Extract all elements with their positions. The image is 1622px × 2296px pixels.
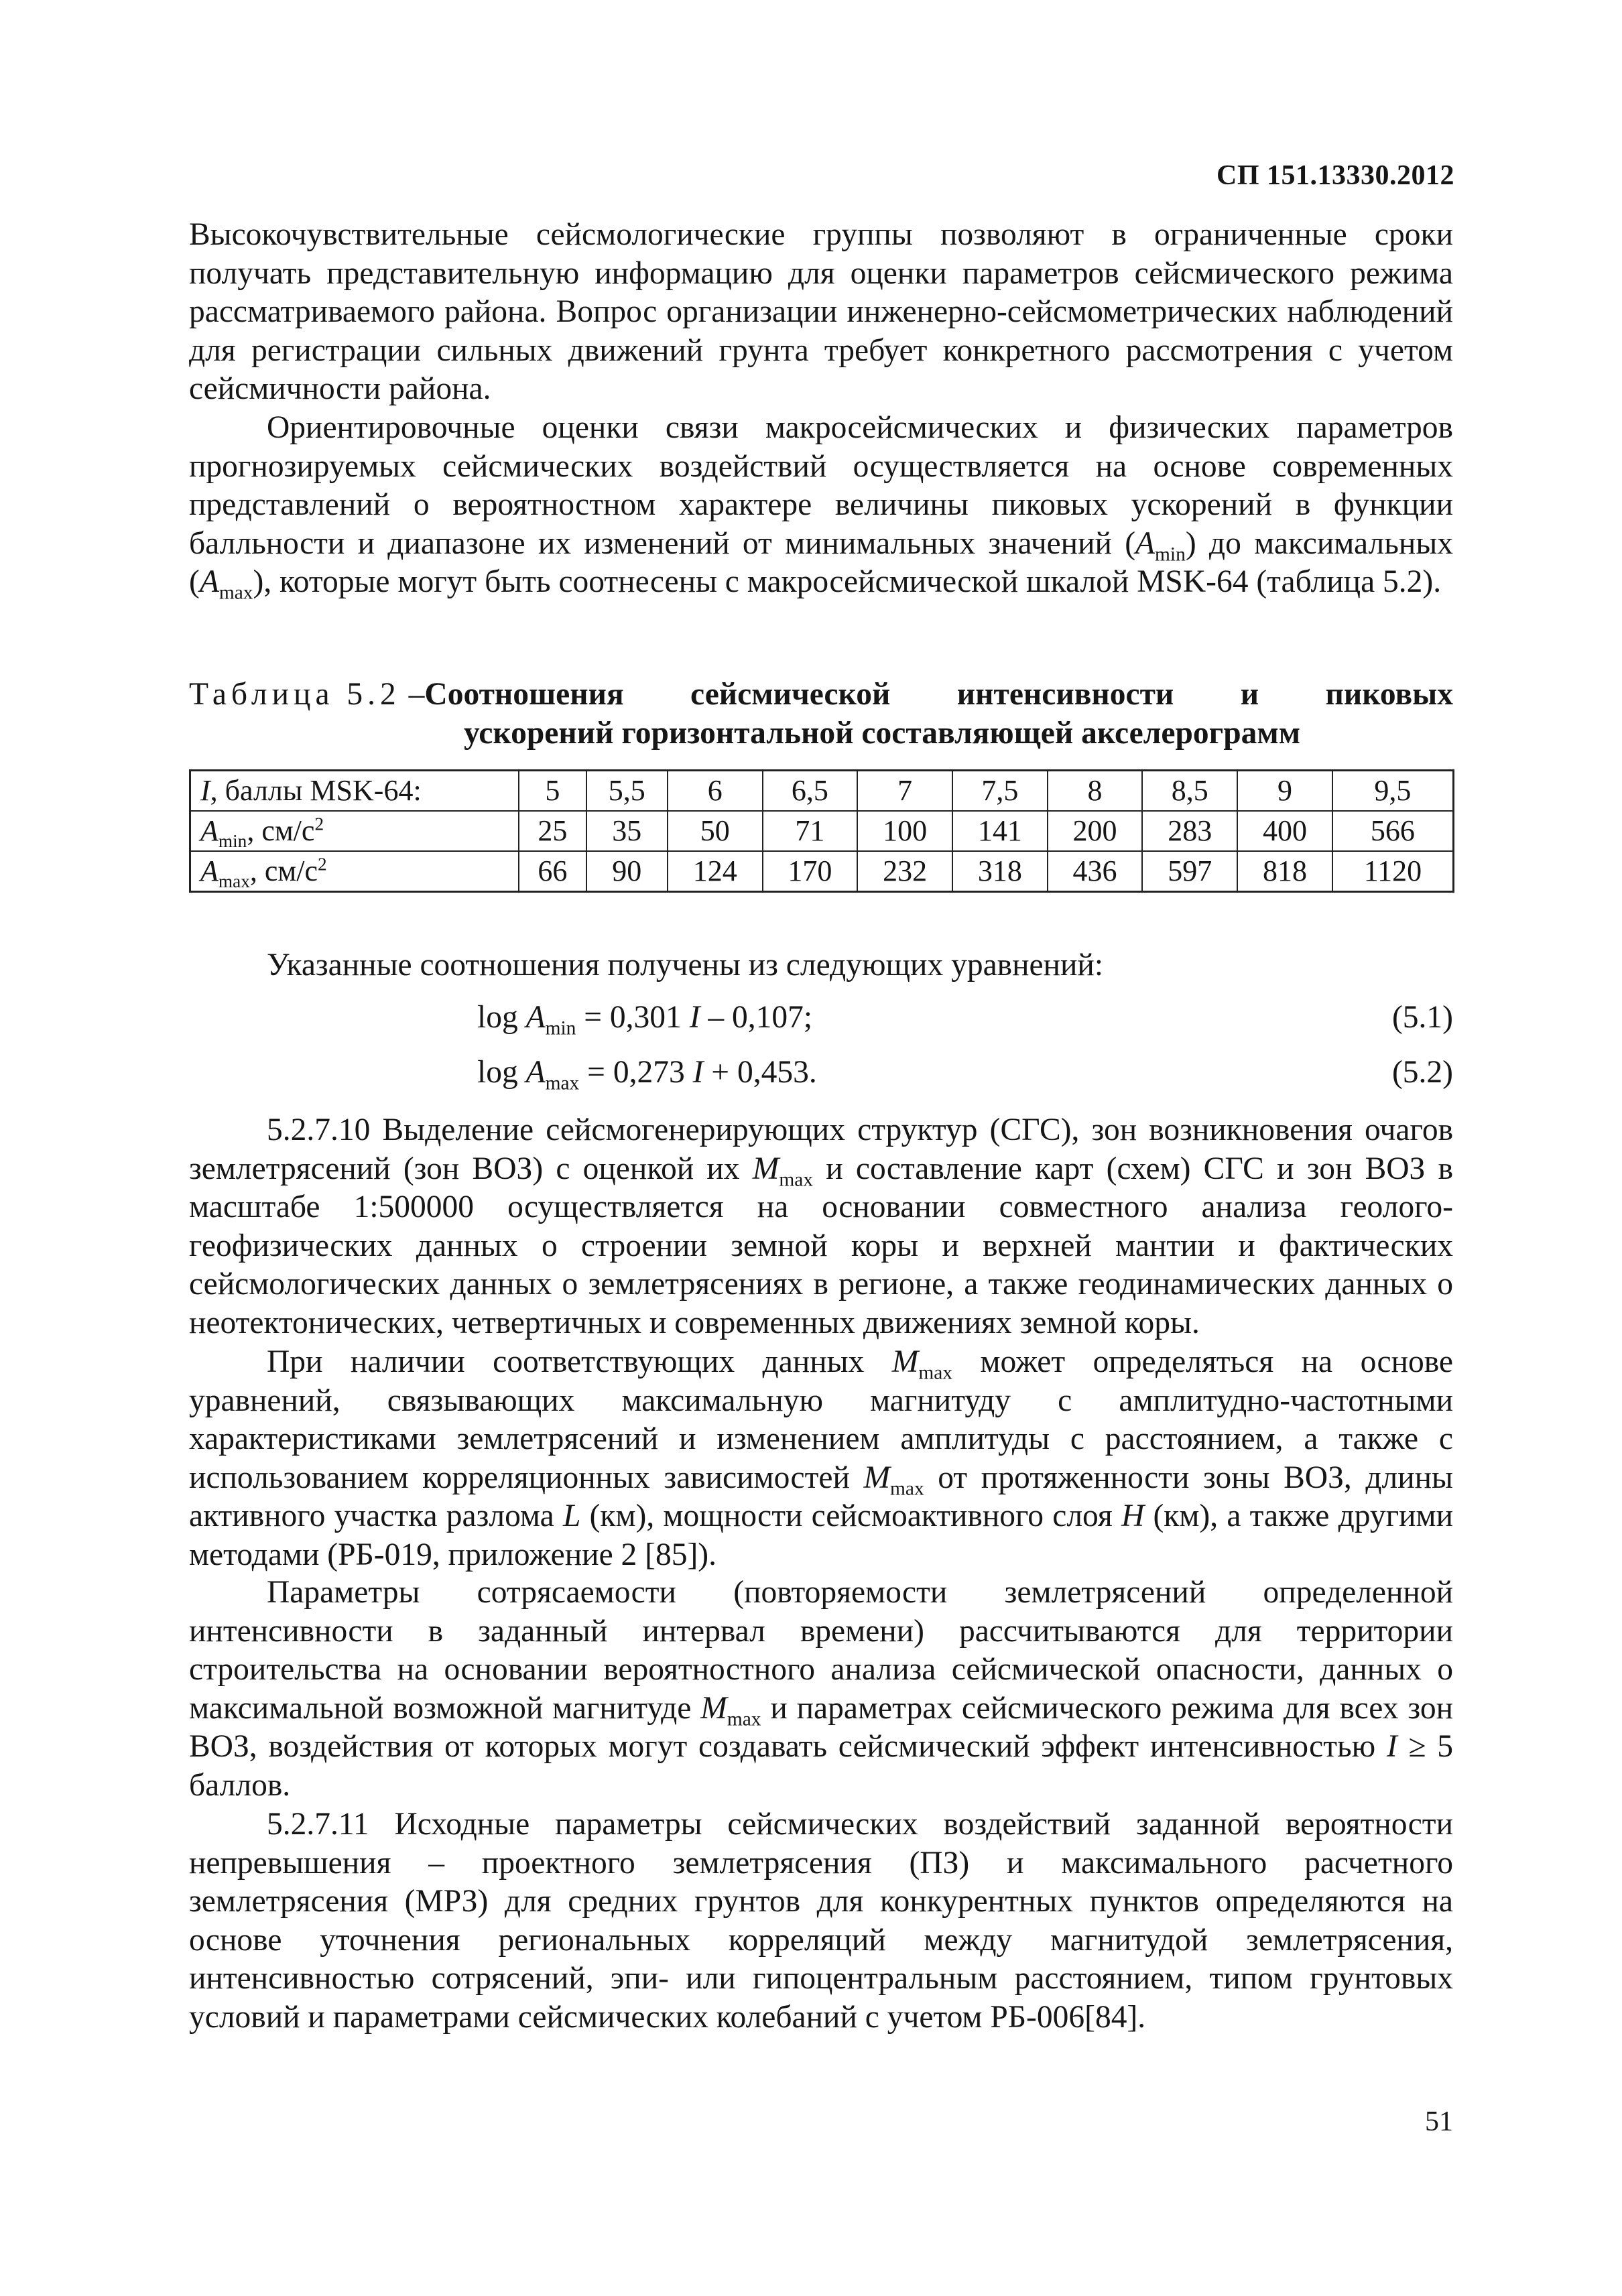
table-cell: 232 xyxy=(857,851,952,892)
paragraph-4 xyxy=(189,1111,1453,1343)
table-cell: 25 xyxy=(519,811,586,851)
sub-max: max xyxy=(218,871,250,891)
paragraph-5 xyxy=(189,1343,1453,1575)
intensity-acceleration-table xyxy=(189,769,1454,893)
equation-5-2 xyxy=(477,1054,1453,1092)
sub-max: max xyxy=(727,1708,761,1730)
sub-max: max xyxy=(890,1478,924,1500)
table-row-intensity xyxy=(190,771,1454,812)
p4-text-a: 5.2.7.10 Выделение сейсмогенерирующих структур (СГС), зон возникновения очагов землетрясений (зон ВОЗ) с оценкой их xyxy=(189,1112,1453,1186)
paragraph-3: Указанные соотношения получены из следующих уравнений: xyxy=(267,948,1104,982)
eq1-tail: – 0,107; xyxy=(700,1000,813,1035)
table-cell: 8 xyxy=(1048,771,1143,812)
table-cell: 100 xyxy=(857,811,952,851)
symbol-a: A xyxy=(200,854,219,887)
symbol-m: M xyxy=(891,1344,919,1379)
table-cell: 400 xyxy=(1237,811,1332,851)
row2-label-unit: , см/с xyxy=(247,814,315,847)
symbol-i: I xyxy=(1386,1729,1397,1765)
equation-number: (5.1) xyxy=(1391,1000,1453,1035)
sub-max: max xyxy=(918,1362,953,1384)
symbol-i: I xyxy=(200,774,210,807)
sub-min: min xyxy=(545,1017,576,1039)
sub-min: min xyxy=(218,830,247,851)
eq1-log: log xyxy=(477,1000,526,1035)
caption-word-4: и xyxy=(1240,677,1259,712)
table-cell: 35 xyxy=(586,811,668,851)
table-cell: 7 xyxy=(857,771,952,812)
symbol-m: M xyxy=(700,1690,727,1726)
p6-text-c: ≥ 5 баллов. xyxy=(189,1729,1453,1803)
table-cell: 283 xyxy=(1142,811,1237,851)
table-cell: 141 xyxy=(952,811,1048,851)
table-cell: 6 xyxy=(668,771,763,812)
p5-text-a: При наличии соответствующих данных xyxy=(267,1344,892,1379)
caption-word-1: Соотношения xyxy=(424,677,624,712)
row1-label: , баллы MSK-64: xyxy=(210,774,422,807)
paragraph-6 xyxy=(189,1574,1453,1805)
symbol-a: A xyxy=(525,1000,546,1035)
table-cell: 1120 xyxy=(1332,851,1454,892)
table-cell: 8,5 xyxy=(1142,771,1237,812)
row3-label-unit: , см/с xyxy=(249,854,318,887)
table-cell: 566 xyxy=(1332,811,1454,851)
table-cell: 5,5 xyxy=(586,771,668,812)
row-label-amax xyxy=(190,851,519,892)
table-cell: 818 xyxy=(1237,851,1332,892)
caption-word-3: интенсивности xyxy=(956,677,1174,712)
table-cell: 9 xyxy=(1237,771,1332,812)
p5-text-c: от протяженности зоны ВОЗ, длины активного участка разлома xyxy=(189,1460,1453,1534)
table-cell: 124 xyxy=(668,851,763,892)
caption-word-5: пиковых xyxy=(1325,677,1453,712)
table-cell: 90 xyxy=(586,851,668,892)
symbol-l: L xyxy=(562,1498,581,1534)
caption-line-2: ускорений горизонтальной составляющей акселерограмм xyxy=(464,715,1301,751)
sup-2: 2 xyxy=(317,854,327,875)
page-number: 51 xyxy=(1425,2106,1453,2137)
row-label-intensity xyxy=(190,771,519,812)
caption-word-2: сейсмической xyxy=(690,677,891,712)
table-row-amin xyxy=(190,811,1454,851)
symbol-a: A xyxy=(200,814,219,847)
symbol-a: A xyxy=(199,564,219,600)
equation-5-1 xyxy=(477,999,1453,1037)
table-cell: 5 xyxy=(519,771,586,812)
table-cell: 71 xyxy=(763,811,858,851)
symbol-a: A xyxy=(1135,525,1156,561)
p5-text-e: (км), а также другими методами (РБ-019, приложение 2 [85]). xyxy=(189,1498,1454,1572)
caption-dash: – xyxy=(408,677,425,712)
table-cell: 318 xyxy=(952,851,1048,892)
row-label-amin xyxy=(190,811,519,851)
document-code: СП 151.13330.2012 xyxy=(1216,160,1454,191)
table-cell: 66 xyxy=(519,851,586,892)
eq1-rhs: = 0,301 xyxy=(576,1000,690,1035)
paragraph-1: Высокочувствительные сейсмологические группы позволяют в ограниченные сроки получать представительную информацию для оценки параметров сейсмического режима рассматриваемого района. Вопрос организации инженерно-сейсмометрических наблюдений для регистрации сильных движений грунта требует конкретного рассмотрения с учетом сейсмичности района. xyxy=(189,217,1453,407)
table-cell: 436 xyxy=(1048,851,1143,892)
equation-number: (5.2) xyxy=(1391,1055,1453,1090)
p2-text-a: Ориентировочные оценки связи макросейсмических и физических параметров прогнозируемых сейсмических воздействий осуществляется на основе современных представлений о вероятностном характере величины пиковых ускорений в функции балльности и диапазоне их изменений от минимальных значений ( xyxy=(189,410,1453,561)
paragraph-7: 5.2.7.11 Исходные параметры сейсмических воздействий заданной вероятности непревышения – проектного землетрясения (ПЗ) и максимального расчетного землетрясения (МРЗ) для средних грунтов для конкурентных пунктов определяются на основе уточнения региональных корреляций между магнитудой землетрясения, интенсивностью сотрясений, эпи- или гипоцентральным расстоянием, типом грунтовых условий и параметрами сейсмических колебаний с учетом РБ-006[84]. xyxy=(189,1807,1453,2035)
p2-text-b: ) до максимальных ( xyxy=(189,525,1453,600)
symbol-a: A xyxy=(525,1055,546,1090)
sub-max: max xyxy=(545,1072,580,1094)
sub-max: max xyxy=(779,1169,814,1191)
table-cell: 9,5 xyxy=(1332,771,1454,812)
equation-body xyxy=(477,1054,817,1092)
table-caption xyxy=(189,676,1453,753)
symbol-h: H xyxy=(1121,1498,1145,1534)
p4-text-b: и составление карт (схем) СГС и зон ВОЗ в масштабе 1:500000 осуществляется на основании совместного анализа геолого-геофизических данных о строении земной коры и верхней мантии и фактических сейсмологических данных о землетрясениях в регионе, а также геодинамических данных о неотектонических, четвертичных и современных движениях земной коры. xyxy=(189,1151,1453,1340)
p6-text-b: и параметрах сейсмического режима для всех зон ВОЗ, воздействия от которых могут создавать сейсмический эффект интенсивностью xyxy=(189,1690,1453,1765)
eq2-tail: + 0,453. xyxy=(703,1055,817,1090)
eq2-rhs: = 0,273 xyxy=(579,1055,693,1090)
p5-text-d: (км), мощности сейсмоактивного слоя xyxy=(580,1498,1121,1534)
eq2-log: log xyxy=(477,1055,526,1090)
table-cell: 200 xyxy=(1048,811,1143,851)
symbol-m: M xyxy=(863,1460,891,1495)
table-cell: 6,5 xyxy=(763,771,858,812)
sub-max: max xyxy=(219,582,253,604)
table-cell: 597 xyxy=(1142,851,1237,892)
equation-body xyxy=(477,999,812,1037)
symbol-i: I xyxy=(692,1055,704,1090)
symbol-m: M xyxy=(752,1151,779,1186)
table-cell: 7,5 xyxy=(952,771,1048,812)
caption-prefix: Таблица 5.2 xyxy=(189,677,401,712)
p5-text-b: может определяться на основе уравнений, связывающих максимальную магнитуду с амплитудно-частотными характеристиками землетрясений и изменением амплитуды с расстоянием, а также с использованием корреляционных зависимостей xyxy=(189,1344,1453,1495)
table-row-amax xyxy=(190,851,1454,892)
p6-text-a: Параметры сотрясаемости (повторяемости землетрясений определенной интенсивности в заданный интервал времени) рассчитываются для территории строительства на основании вероятностного анализа сейсмической опасности, данных о максимальной возможной магнитуде xyxy=(189,1575,1453,1726)
table-cell: 50 xyxy=(668,811,763,851)
sup-2: 2 xyxy=(314,814,324,834)
sub-min: min xyxy=(1155,544,1186,566)
p2-text-c: ), которые могут быть соотнесены с макросейсмической шкалой MSK-64 (таблица 5.2). xyxy=(253,564,1442,600)
paragraph-2 xyxy=(189,409,1453,602)
symbol-i: I xyxy=(689,1000,700,1035)
table-cell: 170 xyxy=(763,851,858,892)
